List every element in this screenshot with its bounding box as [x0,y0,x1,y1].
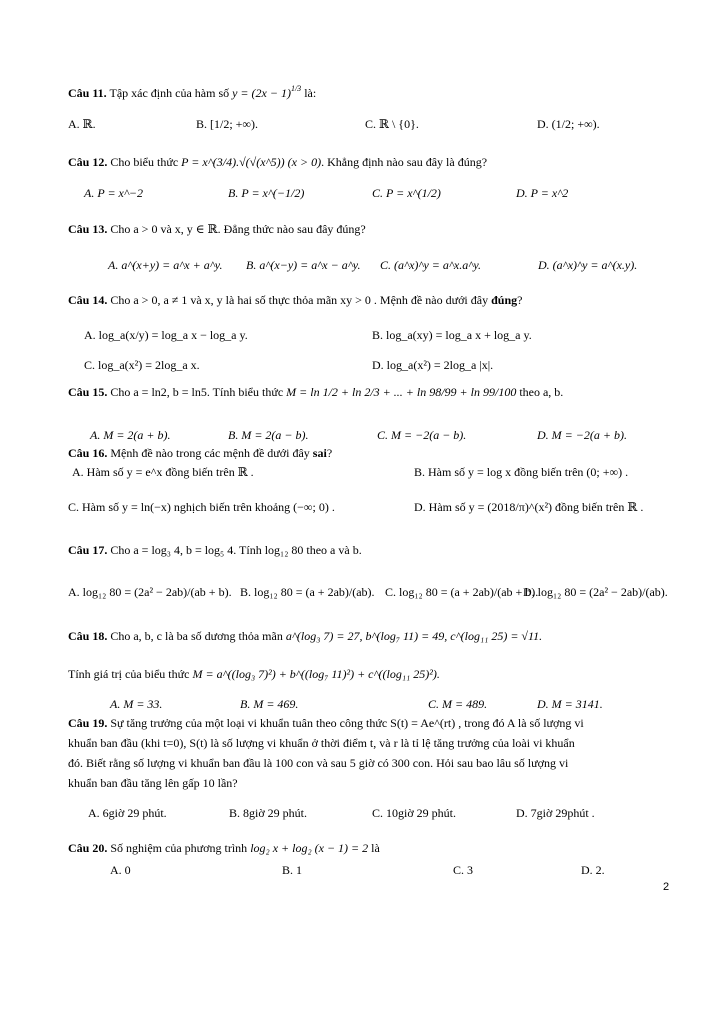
q18-line2 [68,667,440,681]
q19-label: Câu 19. [68,716,108,730]
q11-text: Tập xác định của hàm số [109,86,230,100]
q18-line2-text: Tính giá trị của biểu thức [68,667,190,681]
q16-text: Mệnh đề nào trong các mệnh đề dưới đây [110,446,310,460]
q18-formula2: M = a^((log₃ 7)²) + b^((log₇ 11)²) + c^((log₁₁ 25)²). [192,667,440,681]
q14-option-b[interactable]: B. log_a(xy) = log_a x + log_a y. [372,328,532,342]
q18-formula: a^(log₃ 7) = 27, b^(log₇ 11) = 49, c^(log₁₁ 25) = √11. [285,629,543,643]
q18-label: Câu 18. [68,629,108,643]
q13-label: Câu 13. [68,222,108,236]
q14-bold: đúng [491,293,518,307]
q20-text: Số nghiệm của phương trình [110,841,248,855]
q20-stem [68,841,380,855]
q13-option-d[interactable]: D. (a^x)^y = a^(x.y). [538,258,638,272]
q11-tail: là: [304,86,317,100]
q19-option-c[interactable]: C. 10giờ 29 phút. [372,806,457,820]
q11-formula-text: y = (2x − 1) [232,86,291,100]
q12-option-d[interactable]: D. P = x^2 [516,186,569,200]
q12-condition: (x > 0) [287,155,322,169]
q17-option-b[interactable]: B. log₁₂ 80 = (a + 2ab)/(ab). [240,585,375,599]
q15-option-c[interactable]: C. M = −2(a − b). [377,428,467,442]
q16-option-b[interactable]: B. Hàm số y = log x đồng biến trên (0; +∞) . [414,465,629,479]
q14-stem [68,293,522,307]
q16-bold: sai [312,446,327,460]
q15-option-a[interactable]: A. M = 2(a + b). [90,428,171,442]
q19-option-a[interactable]: A. 6giờ 29 phút. [88,806,167,820]
q13-text: Cho a > 0 và x, y ∈ ℝ. Đẳng thức nào sau đây đúng? [110,222,366,236]
q17-option-d[interactable]: D. log₁₂ 80 = (2a² − 2ab)/(ab). [523,585,668,599]
q14-option-c[interactable]: C. log_a(x²) = 2log_a x. [84,358,200,372]
q15-stem [68,385,563,399]
q12-formula: P = x^(3/4).√(√(x^5)) [181,155,285,169]
q15-option-b[interactable]: B. M = 2(a − b). [228,428,309,442]
q11-option-b[interactable]: B. [1/2; +∞). [196,117,258,131]
q14-option-a[interactable]: A. log_a(x/y) = log_a x − log_a y. [84,328,248,342]
q20-tail: là [371,841,380,855]
q13-stem [68,222,366,236]
q17-option-a[interactable]: A. log₁₂ 80 = (2a² − 2ab)/(ab + b). [68,585,232,599]
q12-label: Câu 12. [68,155,108,169]
q15-text: Cho a = ln2, b = ln5. Tính biểu thức [110,385,284,399]
q15-option-d[interactable]: D. M = −2(a + b). [537,428,627,442]
q17-option-c[interactable]: C. log₁₂ 80 = (a + 2ab)/(ab + b). [385,585,539,599]
q16-option-a[interactable]: A. Hàm số y = e^x đồng biến trên ℝ . [72,465,254,479]
q20-option-a[interactable]: A. 0 [110,863,131,877]
q17-label: Câu 17. [68,543,108,557]
q18-stem [68,629,542,643]
q14-option-d[interactable]: D. log_a(x²) = 2log_a |x|. [372,358,494,372]
q14-tail: ? [517,293,523,307]
q16-option-c[interactable]: C. Hàm số y = ln(−x) nghịch biến trên khoảng (−∞; 0) . [68,500,335,514]
q19-text-1: Sự tăng trưởng của một loại vi khuẩn tuân theo công thức S(t) = Ae^(rt) , trong đó A là số lượng vi [110,716,584,730]
q11-exp: 1/3 [290,84,302,93]
q18-text: Cho a, b, c là ba số dương thỏa mãn [110,629,283,643]
q18-option-c[interactable]: C. M = 489. [428,697,488,711]
q20-formula: log₂ x + log₂ (x − 1) = 2 [250,841,369,855]
q13-option-a[interactable]: A. a^(x+y) = a^x + a^y. [108,258,223,272]
q15-label: Câu 15. [68,385,108,399]
q20-label: Câu 20. [68,841,108,855]
q16-option-d[interactable]: D. Hàm số y = (2018/π)^(x²) đồng biến trên ℝ . [414,500,644,514]
q19-option-b[interactable]: B. 8giờ 29 phút. [229,806,308,820]
q19-line-1 [68,716,584,730]
q18-option-b[interactable]: B. M = 469. [240,697,299,711]
q11-option-a[interactable]: A. ℝ. [68,117,96,131]
q17-stem [68,543,362,557]
q11-option-c[interactable]: C. ℝ \ {0}. [365,117,419,131]
q16-tail: ? [326,446,333,460]
q19-line-2: khuẩn ban đầu (khi t=0), S(t) là số lượng vi khuẩn ở thời điểm t, và r là tỉ lệ tăng trưởng của loài vi khuẩn [68,736,575,750]
q19-option-d[interactable]: D. 7giờ 29phút . [516,806,595,820]
q16-label: Câu 16. [68,446,108,460]
q11-formula [232,86,301,100]
q17-text: Cho a = log₃ 4, b = log₅ 4. Tính log₁₂ 80 theo a và b. [110,543,362,557]
q13-option-c[interactable]: C. (a^x)^y = a^x.a^y. [380,258,481,272]
q20-option-d[interactable]: D. 2. [581,863,605,877]
q20-option-c[interactable]: C. 3 [453,863,474,877]
q18-option-a[interactable]: A. M = 33. [110,697,163,711]
q14-text: Cho a > 0, a ≠ 1 và x, y là hai số thực thỏa mãn xy > 0 . Mệnh đề nào dưới đây [110,293,489,307]
q15-tail: theo a, b. [519,385,564,399]
q11-label: Câu 11. [68,86,107,100]
q11-option-d[interactable]: D. (1/2; +∞). [537,117,600,131]
q12-tail: . Khẳng định nào sau đây là đúng? [321,155,488,169]
q12-option-c[interactable]: C. P = x^(1/2) [372,186,441,200]
q14-label: Câu 14. [68,293,108,307]
q12-option-b[interactable]: B. P = x^(−1/2) [228,186,305,200]
q15-formula: M = ln 1/2 + ln 2/3 + ... + ln 98/99 + ln 99/100 [286,385,517,399]
q18-option-d[interactable]: D. M = 3141. [537,697,603,711]
q19-line-3: đó. Biết rằng số lượng vi khuẩn ban đầu là 100 con và sau 5 giờ có 300 con. Hỏi sau bao lâu số lượng vi [68,756,569,770]
q12-stem [68,155,487,169]
page-number: 2 [663,881,670,893]
q11-stem [68,86,316,102]
q13-option-b[interactable]: B. a^(x−y) = a^x − a^y. [246,258,361,272]
q12-text: Cho biểu thức [110,155,179,169]
q12-option-a[interactable]: A. P = x^−2 [84,186,144,200]
q20-option-b[interactable]: B. 1 [282,863,303,877]
q16-stem [68,446,332,460]
q19-line-4: khuẩn ban đầu tăng lên gấp 10 lần? [68,776,238,790]
